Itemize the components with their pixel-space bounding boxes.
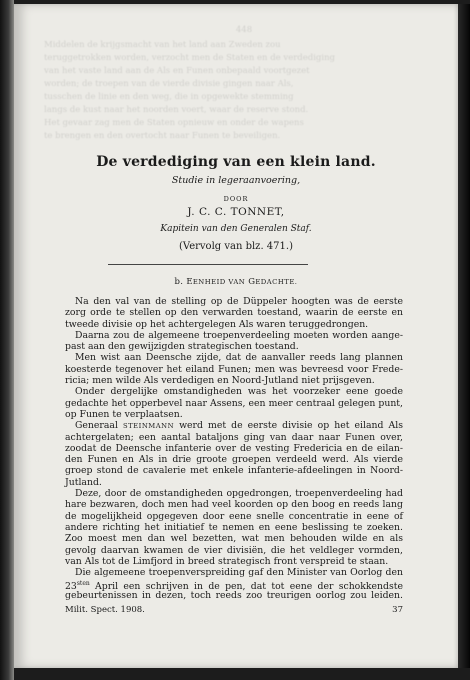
section-heading — [14, 277, 458, 287]
body-line: Deze, door de omstandigheden opgedrongen, troepenverdeeling had — [75, 488, 403, 500]
ordinal-superscript: sten — [76, 580, 90, 588]
bleed-through-page-number: 448 — [235, 25, 253, 35]
body-line: den Funen en Als in drie groote groepen verdeeld werd. Als vierde — [65, 454, 403, 466]
author-name: J. C. C. TONNET, — [187, 206, 285, 218]
book-spine-shadow — [0, 0, 14, 680]
body-line: ricia; men wilde Als verdedigen en Noord-Jutland niet prijsgeven. — [65, 375, 375, 387]
bleed-through-line: Het gevaar zag men de Staten opnieuw en onder de wapens — [44, 118, 304, 128]
bleed-through-line: Middelen de krijgsmacht van het land aan Zweden zou — [44, 40, 281, 50]
body-line: Daarna zou de algemeene troepenverdeeling moeten worden aange- — [75, 329, 403, 341]
book-page — [14, 4, 458, 668]
body-line: gebeurtenissen in dezen, toch reeds zoo treurigen oorlog zou leiden. — [65, 589, 403, 601]
bleed-through-line: worden; de troepen van de vierde divisie gingen naar Als, — [44, 79, 294, 89]
body-line: gedachte het opperbevel naar Assens, een meer centraal gelegen punt, — [65, 397, 403, 409]
journal-reference: Milit. Spect. 1908. — [65, 605, 145, 615]
body-line: van Als tot de Limfjord in breed strategisch front verspreid te staan. — [65, 555, 389, 567]
person-name-smallcaps: STEINMANN — [122, 422, 175, 431]
body-line: op Funen te verplaatsen. — [65, 408, 183, 420]
byline-door: DOOR — [223, 195, 249, 203]
body-line: koesterde tegenover het eiland Funen; men was bevreesd voor Frede- — [65, 363, 403, 375]
body-text-fragment: Generaal — [75, 420, 123, 432]
body-line: Onder dergelijke omstandigheden was het voorzeker eene goede — [75, 386, 403, 398]
section-title-smallcaps: ENHEID VAN — [192, 278, 246, 286]
section-number: b. — [174, 277, 184, 287]
section-divider — [108, 264, 308, 265]
body-line: past aan den gewijzigden strategischen toestand. — [65, 341, 299, 353]
page-number: 37 — [392, 605, 403, 615]
body-line — [65, 420, 403, 431]
body-line: andere richting het initiatief te nemen en eene beslissing te zoeken. — [65, 521, 403, 533]
body-line: gevolg daarvan kwamen de vier divisiën, die het veldleger vormden, — [65, 544, 403, 556]
bleed-through-text — [44, 24, 444, 144]
body-line: de mogelijkheid opgegeven door eene snelle concentratie in eene of — [65, 510, 403, 522]
bleed-through-line: tusschen de linie en den weg, die in opgewekte stemming — [44, 92, 294, 102]
body-line: Jutland. — [65, 476, 102, 488]
bleed-through-line: teruggetrokken worden, verzocht men de Staten en de verdediging — [44, 53, 336, 63]
body-line: Men wist aan Deensche zijde, dat de aanvaller reeds lang plannen — [75, 352, 403, 364]
bleed-through-line: langs de kust naar het noorden voert, waar de reserve stond. — [44, 105, 309, 115]
body-line: tweede divisie op het achtergelegen Als waren teruggedrongen. — [65, 318, 369, 330]
body-text-fragment: 23 — [65, 581, 77, 593]
body-line: hare bezwaren, doch men had veel koorden op den boog en reeds lang — [65, 499, 403, 511]
body-line — [65, 578, 403, 593]
body-line: zoodat de Deensche infanterie over de vesting Fredericia en de eilan- — [65, 442, 403, 454]
bleed-through-line: te brengen en den overtocht naar Funen te beveiligen. — [44, 131, 281, 141]
body-line: Die algemeene troepenverspreiding gaf den Minister van Oorlog den — [75, 567, 403, 579]
continuation-note: (Vervolg van blz. 471.) — [179, 241, 293, 252]
author-rank: Kapitein van den Generalen Staf. — [160, 224, 312, 234]
page-right-edge-shadow — [458, 4, 470, 668]
section-title-initial: E — [186, 277, 193, 287]
page-footer — [65, 605, 403, 615]
body-line: achtergelaten; een aantal bataljons ging van daar naar Funen over, — [65, 431, 403, 443]
article-subtitle: Studie in legeraanvoering, — [171, 175, 301, 186]
body-line: Na den val van de stelling op de Düppeler hoogten was de eerste — [75, 296, 403, 307]
body-text-fragment: werd met de eerste divisie op het eiland Als — [174, 420, 403, 432]
bleed-through-line: van het vaste land aan de Als en Funen onbepaald voortgezet — [44, 66, 310, 76]
body-text-fragment: April een schrijven in de pen, dat tot eene der schokkendste — [89, 581, 403, 593]
article-body — [65, 296, 403, 601]
body-line: groep stond de cavalerie met enkele infanterie-afdeelingen in Noord- — [65, 465, 403, 477]
section-title-initial: G — [248, 277, 256, 287]
body-line: Zoo moest men dan wel bezetten, wat men behouden wilde en als — [65, 533, 403, 545]
article-title: De verdediging van een klein land. — [96, 154, 376, 170]
body-line: zorg orde te stellen op den verwarden toestand, waarin de eerste en — [65, 307, 403, 319]
section-title-smallcaps: EDACHTE. — [255, 278, 298, 286]
